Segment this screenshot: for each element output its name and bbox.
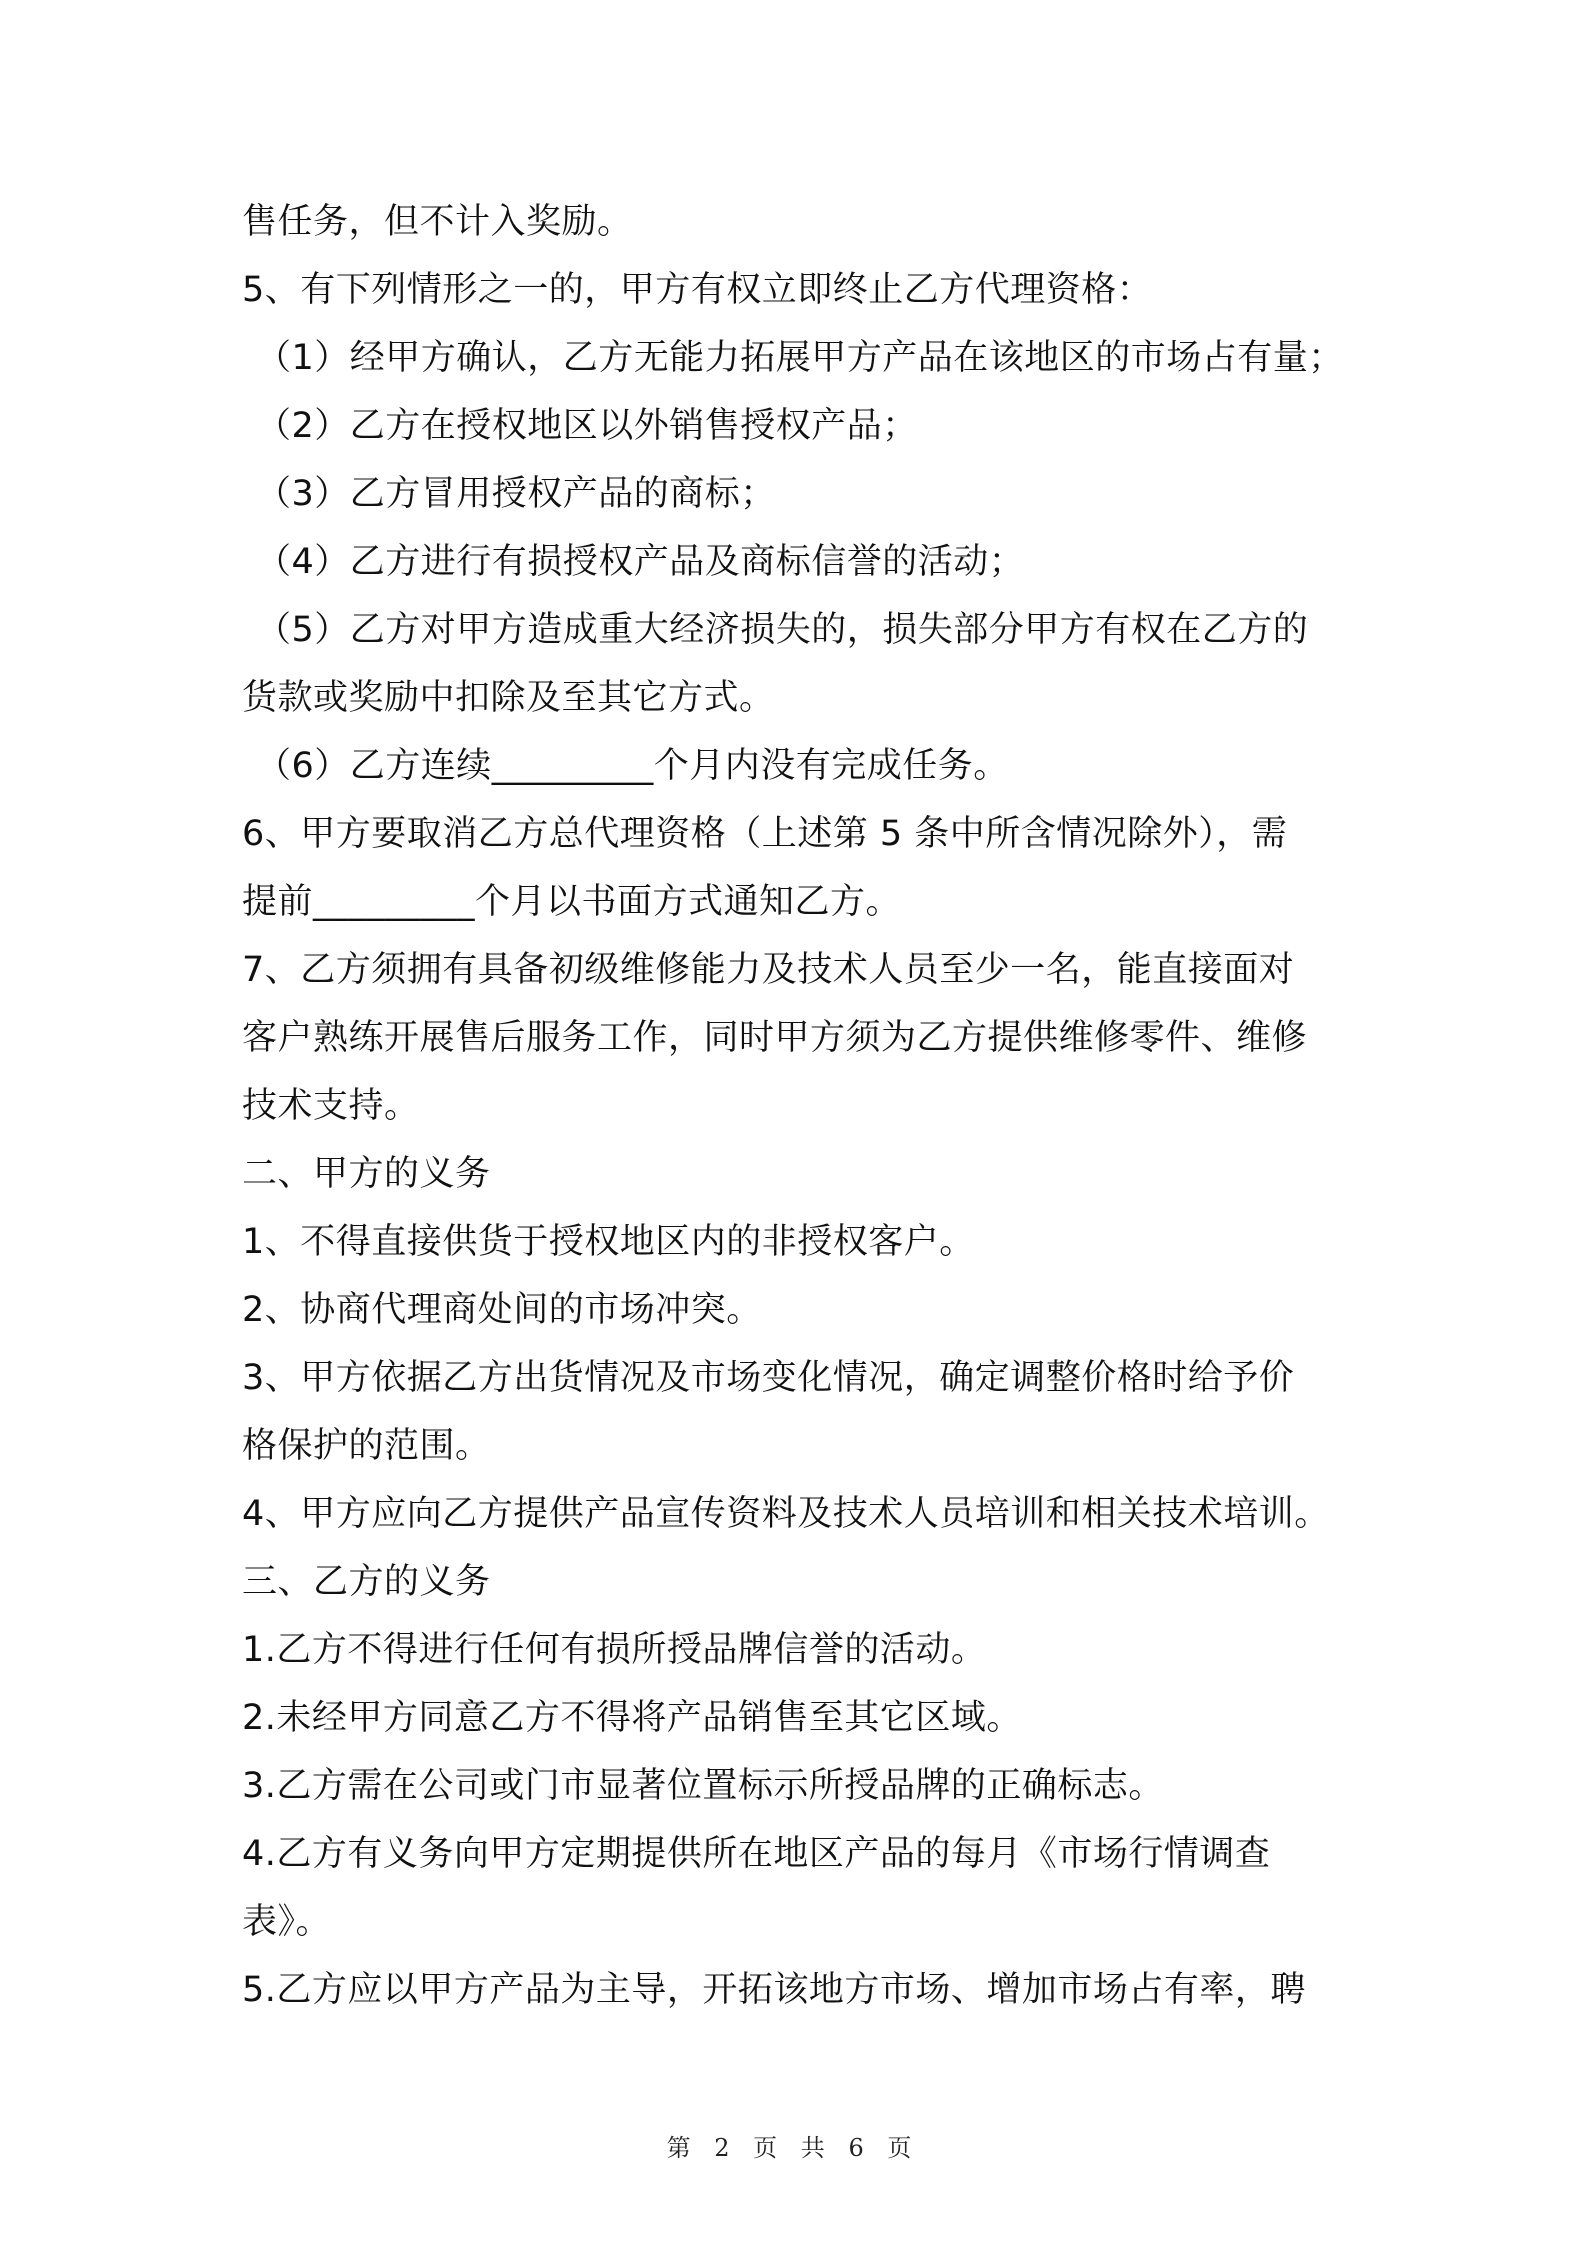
text-line: 4.乙方有义务向甲方定期提供所在地区产品的每月《市场行情调查 <box>242 1834 1271 1874</box>
text-line: （3）乙方冒用授权产品的商标； <box>256 474 776 514</box>
text-line: 2、协商代理商处间的市场冲突。 <box>242 1290 762 1330</box>
text-line: 1.乙方不得进行任何有损所授品牌信誉的活动。 <box>242 1630 987 1670</box>
text-line: 客户熟练开展售后服务工作，同时甲方须为乙方提供维修零件、维修 <box>242 1018 1308 1058</box>
text-line: （4）乙方进行有损授权产品及商标信誉的活动； <box>256 542 1025 582</box>
text-line: （6）乙方连续_________个月内没有完成任务。 <box>256 746 1009 786</box>
text-line: 技术支持。 <box>242 1086 420 1126</box>
text-line: 货款或奖励中扣除及至其它方式。 <box>242 678 775 718</box>
page-number: 第 2 页 共 6 页 <box>666 2134 920 2162</box>
text-line: 2.未经甲方同意乙方不得将产品销售至其它区域。 <box>242 1698 1022 1738</box>
text-line: 售任务，但不计入奖励。 <box>242 202 633 242</box>
text-line: 1、不得直接供货于授权地区内的非授权客户。 <box>242 1222 975 1262</box>
section-heading: 二、甲方的义务 <box>242 1154 491 1194</box>
text-line: 5、有下列情形之一的，甲方有权立即终止乙方代理资格： <box>242 270 1153 310</box>
text-line: 3、甲方依据乙方出货情况及市场变化情况，确定调整价格时给予价 <box>242 1358 1295 1398</box>
text-line: 7、乙方须拥有具备初级维修能力及技术人员至少一名，能直接面对 <box>242 950 1295 990</box>
text-line: 3.乙方需在公司或门市显著位置标示所授品牌的正确标志。 <box>242 1766 1164 1806</box>
section-heading: 三、乙方的义务 <box>242 1562 491 1602</box>
text-line: （2）乙方在授权地区以外销售授权产品； <box>256 406 918 446</box>
text-line: 表》。 <box>242 1902 332 1942</box>
text-line: 提前_________个月以书面方式通知乙方。 <box>242 882 902 922</box>
text-line: 6、甲方要取消乙方总代理资格（上述第 5 条中所含情况除外），需 <box>242 814 1288 854</box>
document-body <box>242 188 1362 2024</box>
text-line: （1）经甲方确认，乙方无能力拓展甲方产品在该地区的市场占有量； <box>256 338 1344 378</box>
text-line: （5）乙方对甲方造成重大经济损失的，损失部分甲方有权在乙方的 <box>256 610 1309 650</box>
text-line: 5.乙方应以甲方产品为主导，开拓该地方市场、增加市场占有率，聘 <box>242 1970 1306 2010</box>
text-line: 4、甲方应向乙方提供产品宣传资料及技术人员培训和相关技术培训。 <box>242 1494 1330 1534</box>
text-line: 格保护的范围。 <box>242 1426 491 1466</box>
